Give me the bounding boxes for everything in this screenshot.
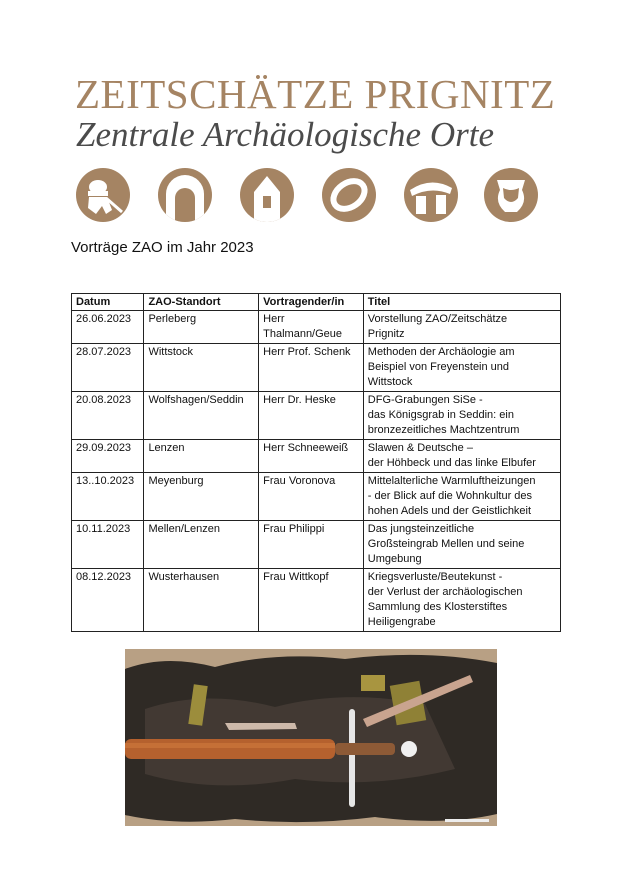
title-line: Das jungsteinzeitliche bbox=[367, 523, 475, 535]
header-title: Titel bbox=[363, 294, 560, 311]
row-date: 08.12.2023 bbox=[72, 569, 144, 632]
title-line: Großsteingrab Mellen und seine bbox=[367, 538, 525, 550]
title-line: das Königsgrab in Seddin: ein bbox=[367, 409, 514, 421]
row-site: Wusterhausen bbox=[144, 569, 259, 632]
row-title bbox=[363, 440, 560, 473]
table-row bbox=[72, 392, 561, 440]
title-line: Prignitz bbox=[367, 328, 405, 340]
brand-title: ZEITSCHÄTZE PRIGNITZ bbox=[75, 71, 556, 117]
row-date: 28.07.2023 bbox=[72, 344, 144, 392]
lecture-schedule-table bbox=[71, 293, 561, 632]
table-row bbox=[72, 311, 561, 344]
row-date: 20.08.2023 bbox=[72, 392, 144, 440]
speaker-line: Herr Schneeweiß bbox=[263, 442, 349, 454]
row-title bbox=[363, 344, 560, 392]
speaker-line: Frau Wittkopf bbox=[263, 571, 329, 583]
row-title bbox=[363, 521, 560, 569]
title-line: Heiligengrabe bbox=[367, 616, 436, 628]
header-speaker: Vortragender/in bbox=[259, 294, 364, 311]
row-speaker bbox=[259, 473, 364, 521]
table-header-row bbox=[72, 294, 561, 311]
title-line: Vorstellung ZAO/Zeitschätze bbox=[367, 313, 508, 325]
table-row bbox=[72, 473, 561, 521]
row-speaker bbox=[259, 440, 364, 473]
tower-icon bbox=[240, 168, 294, 222]
speaker-line: Herr Prof. Schenk bbox=[263, 346, 351, 358]
row-site: Perleberg bbox=[144, 311, 259, 344]
row-title bbox=[363, 392, 560, 440]
table-row bbox=[72, 344, 561, 392]
header-date: Datum bbox=[72, 294, 144, 311]
row-site: Meyenburg bbox=[144, 473, 259, 521]
speaker-line: Frau Philippi bbox=[263, 523, 325, 535]
speaker-line: Thalmann/Geue bbox=[263, 328, 343, 340]
helmeted-figure-icon bbox=[76, 168, 130, 222]
title-line: Kriegsverluste/Beutekunst - bbox=[367, 571, 503, 583]
vessel-icon bbox=[484, 168, 538, 222]
row-speaker bbox=[259, 392, 364, 440]
title-line: bronzezeitliches Machtzentrum bbox=[367, 424, 520, 436]
row-site: Wittstock bbox=[144, 344, 259, 392]
logo-icon-row bbox=[76, 168, 538, 222]
row-speaker bbox=[259, 569, 364, 632]
title-line: DFG-Grabungen SiSe - bbox=[367, 394, 483, 406]
title-line: Methoden der Archäologie am bbox=[367, 346, 515, 358]
title-line: der Höhbeck und das linke Elbufer bbox=[367, 457, 536, 469]
row-speaker bbox=[259, 311, 364, 344]
row-title bbox=[363, 473, 560, 521]
title-line: Wittstock bbox=[367, 376, 413, 388]
title-line: Slawen & Deutsche – bbox=[367, 442, 473, 454]
title-line: - der Blick auf die Wohnkultur des bbox=[367, 490, 533, 502]
title-line: der Verlust der archäologischen bbox=[367, 586, 523, 598]
row-date: 26.06.2023 bbox=[72, 311, 144, 344]
ring-icon bbox=[322, 168, 376, 222]
title-line: Sammlung des Klosterstiftes bbox=[367, 601, 508, 613]
table-row bbox=[72, 440, 561, 473]
row-date: 13..10.2023 bbox=[72, 473, 144, 521]
speaker-line: Frau Voronova bbox=[263, 475, 336, 487]
row-title bbox=[363, 311, 560, 344]
speaker-line: Herr Dr. Heske bbox=[263, 394, 336, 406]
header-site: ZAO-Standort bbox=[144, 294, 259, 311]
table-row bbox=[72, 569, 561, 632]
speaker-line: Herr bbox=[263, 313, 285, 325]
row-speaker bbox=[259, 344, 364, 392]
row-site: Wolfshagen/Seddin bbox=[144, 392, 259, 440]
row-site: Lenzen bbox=[144, 440, 259, 473]
row-speaker bbox=[259, 521, 364, 569]
row-title bbox=[363, 569, 560, 632]
arch-icon bbox=[158, 168, 212, 222]
title-line: Mittelalterliche Warmluftheizungen bbox=[367, 475, 536, 487]
dolmen-icon bbox=[404, 168, 458, 222]
brand-subtitle: Zentrale Archäologische Orte bbox=[76, 115, 495, 154]
row-site: Mellen/Lenzen bbox=[144, 521, 259, 569]
excavation-photo bbox=[125, 649, 497, 826]
title-line: hohen Adels und der Geistlichkeit bbox=[367, 505, 532, 517]
title-line: Beispiel von Freyenstein und bbox=[367, 361, 510, 373]
table-row bbox=[72, 521, 561, 569]
row-date: 29.09.2023 bbox=[72, 440, 144, 473]
intro-heading: Vorträge ZAO im Jahr 2023 bbox=[71, 239, 254, 256]
row-date: 10.11.2023 bbox=[72, 521, 144, 569]
title-line: Umgebung bbox=[367, 553, 422, 565]
